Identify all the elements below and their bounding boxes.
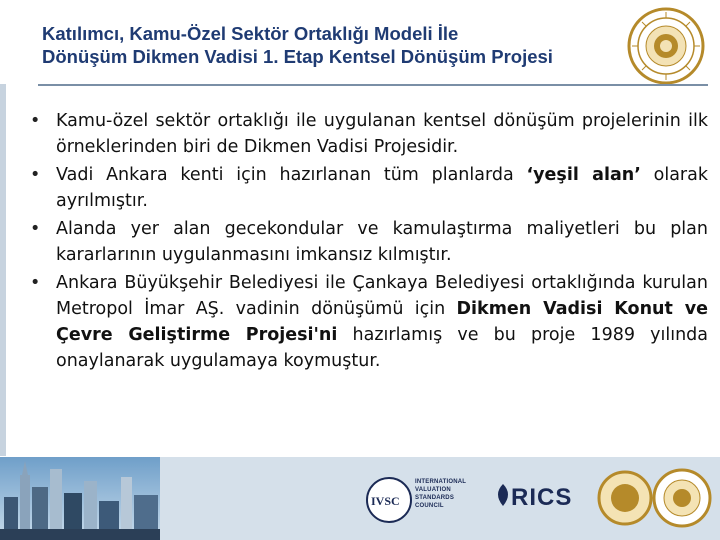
city-skyline-image — [0, 457, 160, 540]
bullet-text-after: hazırlamış ve bu proje 1989 yılında onaylanarak uygulamaya koymuştur. — [56, 325, 709, 371]
bullet-text: Kamu-özel sektör ortaklığı ile uygulanan kentsel dönüşüm projelerinin ilk örneklerinden biri de Dikmen Vadisi Projesidir. — [56, 111, 708, 157]
bullet-item — [28, 162, 708, 214]
ankara-university-seal-icon — [626, 6, 706, 86]
ivsc-caption-line: INTERNATIONAL — [415, 479, 467, 485]
slide-title-line-1: Katılımcı, Kamu-Özel Sektör Ortaklığı Modeli İle — [42, 23, 459, 44]
bullet-text-after: olarak ayrılmıştır. — [56, 165, 708, 211]
bullet-text-before: Vadi Ankara kenti için hazırlanan tüm planlarda — [56, 165, 527, 185]
bullet-text-bold: ‘yeşil alan’ — [526, 165, 641, 185]
footer-logos — [355, 462, 715, 536]
slide-title — [42, 22, 682, 68]
ivsc-caption-line: STANDARDS — [415, 495, 455, 501]
ivsc-caption-line: COUNCIL — [415, 503, 444, 509]
slide-title-line-2: Dönüşüm Dikmen Vadisi 1. Etap Kentsel Dönüşüm Projesi — [42, 46, 553, 67]
rics-logo-label: RICS — [511, 484, 573, 511]
ivsc-caption — [415, 478, 475, 510]
ivsc-caption-line: VALUATION — [415, 487, 451, 493]
bullet-item — [28, 216, 708, 268]
bullet-list — [28, 108, 708, 376]
bullet-text-before: Ankara Büyükşehir Belediyesi ile Çankaya Belediyesi ortaklığında kurulan Metropol İmar AŞ. vadinin dönüşümü için — [56, 273, 708, 319]
bullet-text-bold: Dikmen Vadisi Konut ve Çevre Geliştirme Projesi'ni — [56, 299, 708, 345]
left-accent-bar — [0, 84, 6, 456]
ivsc-logo-label: IVSC — [371, 494, 400, 508]
title-divider — [38, 84, 708, 86]
bullet-item — [28, 108, 708, 160]
bullet-text: Alanda yer alan gecekondular ve kamulaştırma maliyetleri bu plan kararlarının uygulanmasını imkansız kılmıştır. — [56, 219, 708, 265]
bullet-item — [28, 270, 708, 374]
